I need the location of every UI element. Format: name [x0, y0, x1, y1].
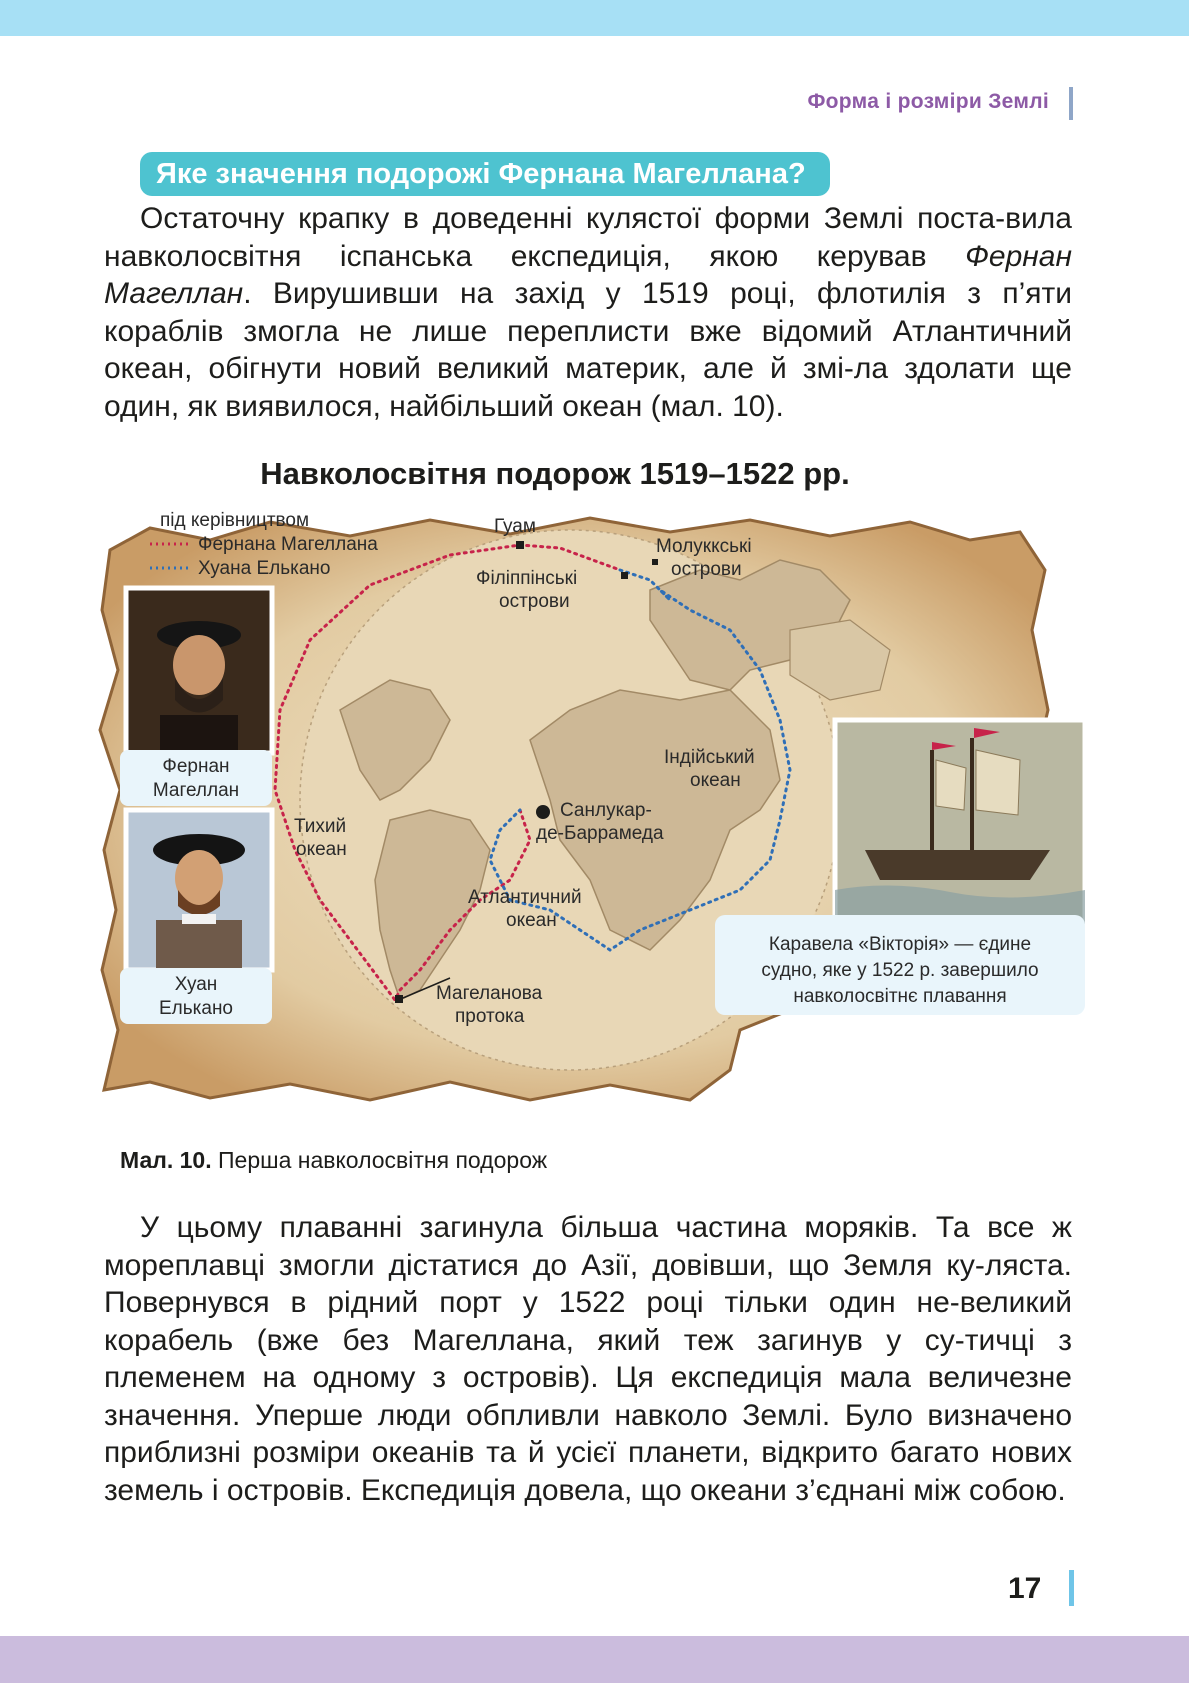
legend-heading: під керівництвом	[160, 510, 310, 531]
magellan-name-2: Магеллан	[152, 780, 240, 801]
figure-caption-label: Мал. 10.	[120, 1147, 212, 1173]
figure-caption-text: Перша навколосвітня подорож	[211, 1147, 548, 1173]
bottom-color-band	[0, 1636, 1189, 1683]
figure-title: Навколосвітня подорож 1519–1522 рр.	[260, 456, 850, 491]
route-map-figure	[90, 510, 1090, 1110]
magellan-portrait	[126, 588, 272, 753]
strait-marker	[395, 995, 403, 1003]
header-divider	[1069, 87, 1073, 120]
label-pacific-ocean-1: Тихий	[294, 816, 347, 837]
label-philippines-2: острови	[499, 591, 570, 612]
label-strait-2: протока	[455, 1006, 525, 1027]
label-indian-ocean-2: океан	[690, 770, 741, 791]
paragraph-intro-part1: Остаточну крапку в доведенні кулястої форми Землі поста-вила навколосвітня іспанська експедиція, якою керував	[104, 202, 1072, 273]
label-sanlucar-2: де-Баррамеда	[536, 823, 664, 844]
ship-caption-3: навколосвітнє плавання	[793, 986, 1007, 1007]
label-indian-ocean-1: Індійський	[664, 747, 755, 768]
paragraph-significance-text: У цьому плаванні загинула більша частина моряків. Та все ж мореплавці змогли дістатися до Азії, довівши, що Земля ку-ляста. Повернувся в рідний порт у 1522 році тільки один не-великий корабель (вже без Магеллана, який теж загинув у су-тичці з племенем на одному з островів). Ця експедиція мала величезне значення. Уперше люди обпливли навколо Землі. Було визначено приблизні розміри океанів та й усієї планети, відкрито багато нових земель і островів. Експедиція довела, що океани з’єднані між собою.	[104, 1211, 1072, 1507]
guam-marker	[516, 541, 524, 549]
page-number: 17	[1008, 1572, 1042, 1605]
running-header: Форма і розміри Землі	[807, 90, 1049, 113]
ship-caption-1: Каравела «Вікторія» — єдине	[768, 934, 1032, 955]
caravel-victoria-image	[835, 720, 1085, 924]
label-moluccas-1: Молуккські	[656, 536, 752, 557]
label-atlantic-ocean-2: океан	[506, 910, 557, 931]
elcano-name-1: Хуан	[174, 974, 218, 995]
top-color-band	[0, 0, 1189, 36]
label-strait-1: Магеланова	[436, 983, 543, 1004]
legend-elcano-label: Хуана Елькано	[198, 558, 331, 579]
label-sanlucar-1: Санлукар-	[560, 800, 652, 821]
label-atlantic-ocean-1: Атлантичний	[468, 887, 582, 908]
section-heading: Яке значення подорожі Фернана Магеллана?	[140, 152, 830, 196]
philippines-marker	[621, 572, 628, 579]
paragraph-significance	[104, 1209, 1072, 1509]
sanlucar-marker	[536, 805, 550, 819]
figure-caption	[120, 1147, 547, 1174]
paragraph-intro-name: Фернан Магеллан	[104, 239, 1072, 310]
label-moluccas-2: острови	[671, 559, 742, 580]
moluccas-marker	[652, 559, 658, 565]
elcano-name-2: Елькано	[158, 998, 234, 1019]
paragraph-intro	[104, 200, 1072, 425]
magellan-name-1: Фернан	[162, 756, 230, 777]
page-number-divider	[1069, 1570, 1074, 1606]
elcano-portrait	[126, 810, 272, 970]
paragraph-intro-part2: . Вирушивши на захід у 1519 році, флотилія з п’яти кораблів змогла не лише переплисти вже відомий Атлантичний океан, обігнути новий великий материк, але й змі-ла здолати ще один, як виявилося, найбільший океан (мал. 10).	[104, 277, 1072, 423]
ship-caption-2: судно, яке у 1522 р. завершило	[761, 960, 1039, 981]
label-philippines-1: Філіппінські	[476, 568, 578, 589]
label-pacific-ocean-2: океан	[296, 839, 347, 860]
legend-magellan-label: Фернана Магеллана	[198, 534, 378, 555]
label-guam: Гуам	[494, 516, 536, 537]
route-map	[90, 510, 1090, 1110]
